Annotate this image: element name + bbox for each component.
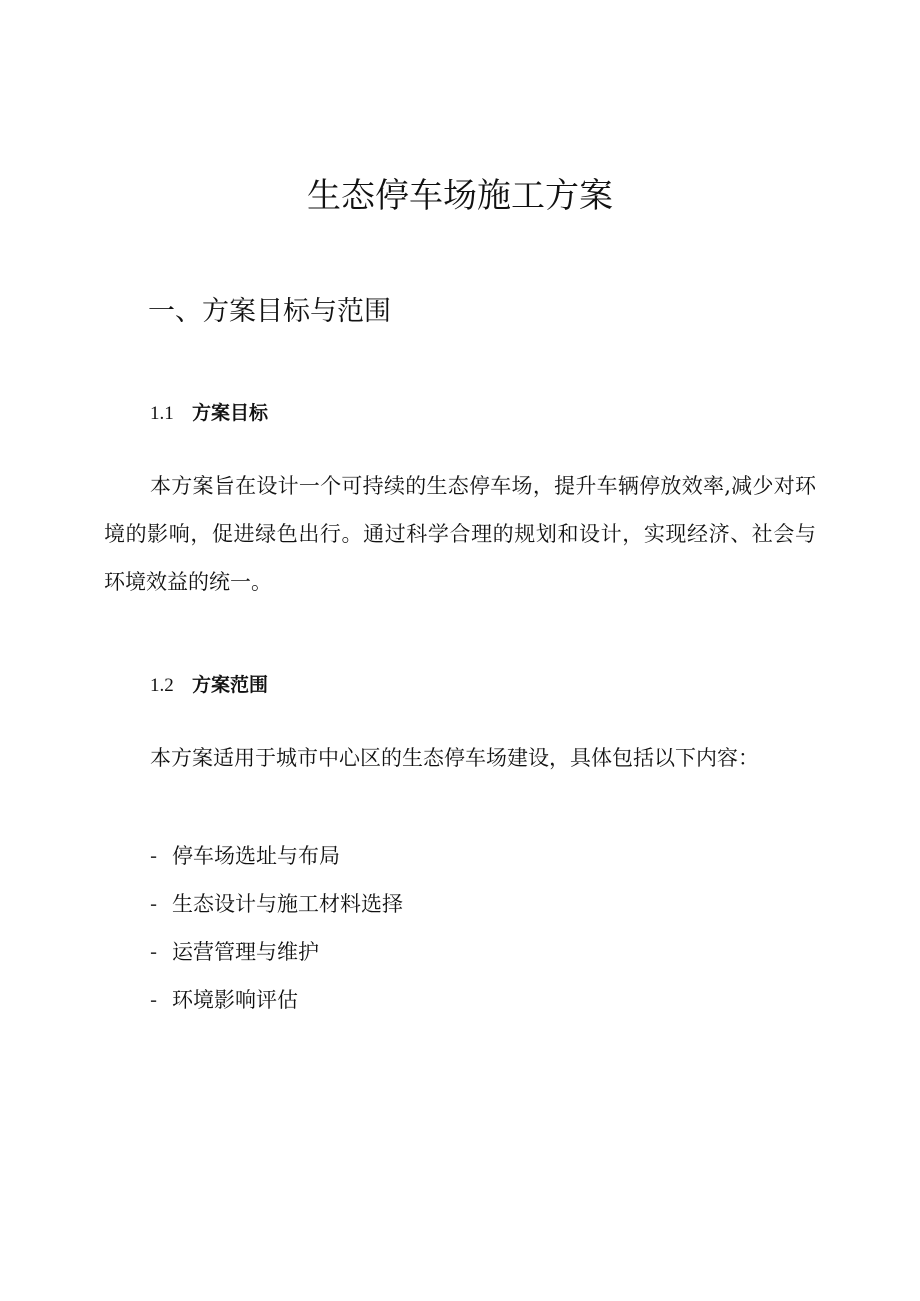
list-dash: -: [150, 892, 158, 916]
list-dash: -: [150, 988, 158, 1012]
list-item-text: 生态设计与施工材料选择: [172, 892, 403, 916]
list-item-text: 环境影响评估: [172, 988, 298, 1012]
subsection-title: 方案目标: [192, 402, 269, 424]
list-dash: -: [150, 940, 158, 964]
list-item-text: 运营管理与维护: [172, 940, 319, 964]
scope-list: [150, 832, 403, 1024]
list-item: [150, 832, 403, 880]
paragraph-scope: 本方案适用于城市中心区的生态停车场建设，具体包括以下内容：: [150, 746, 759, 770]
list-item: [150, 928, 403, 976]
subsection-number: 1.1: [150, 403, 174, 424]
subsection-title: 方案范围: [192, 674, 269, 696]
paragraph-goal: 本方案旨在设计一个可持续的生态停车场，提升车辆停放效率,减少对环境的影响，促进绿色出行。通过科学合理的规划和设计，实现经济、社会与环境效益的统一。: [104, 474, 816, 594]
list-item: [150, 880, 403, 928]
list-item: [150, 976, 403, 1024]
list-item-text: 停车场选址与布局: [172, 844, 340, 868]
document-title: 生态停车场施工方案: [307, 176, 613, 216]
subsection-heading-1-2: [150, 670, 268, 701]
subsection-heading-1-1: [150, 398, 268, 429]
subsection-number: 1.2: [150, 675, 174, 696]
section-heading-1: 一、方案目标与范围: [148, 296, 391, 327]
list-dash: -: [150, 844, 158, 868]
